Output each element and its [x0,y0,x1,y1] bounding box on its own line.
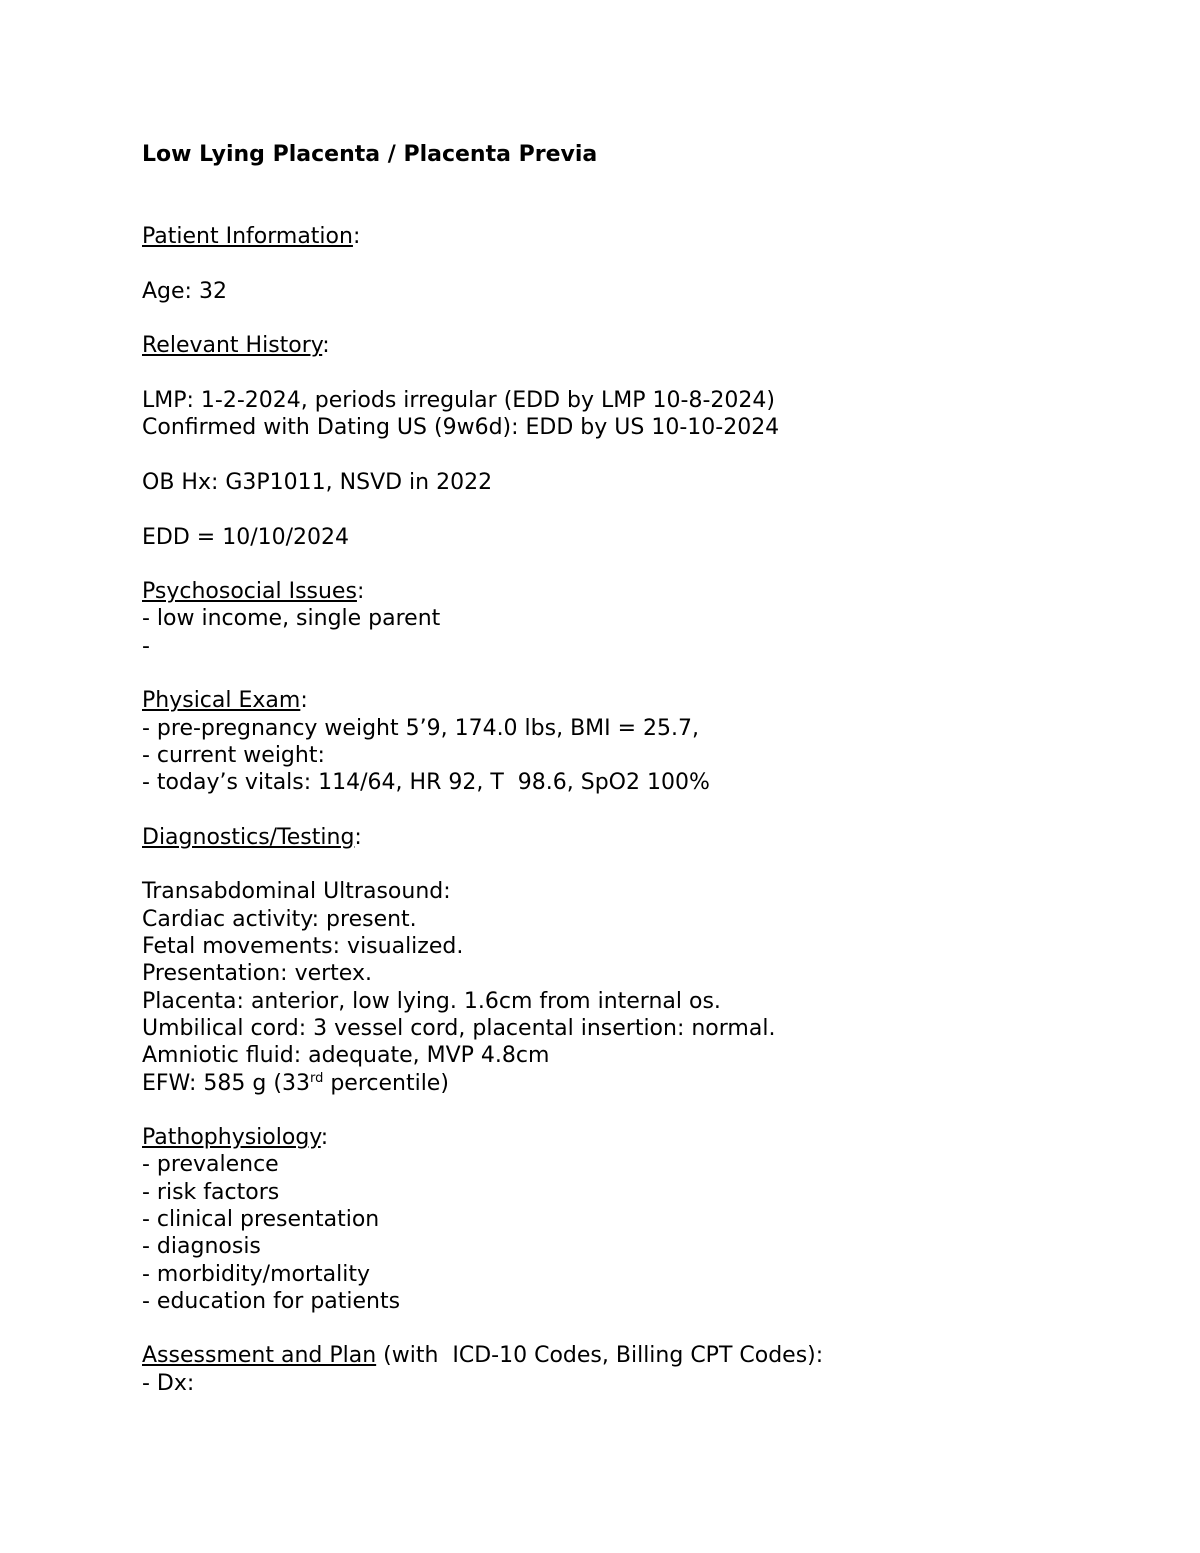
spacer [142,251,1142,278]
efw-suffix: percentile) [323,1070,449,1096]
efw-prefix: EFW: 585 g (33 [142,1070,310,1096]
spacer [142,797,1142,824]
spacer [142,551,1142,578]
heading-colon: : [352,224,361,250]
spacer [142,851,1142,878]
pathophysiology-heading [142,1124,1142,1151]
ultrasound-finding: Umbilical cord: 3 vessel cord, placental insertion: normal. [142,1015,776,1041]
pathophysiology-item: - education for patients [142,1288,401,1314]
patient-information-heading-text: Patient Information [142,224,353,250]
pathophysiology-item: - prevalence [142,1152,279,1178]
ob-history-line: OB Hx: G3P1011, NSVD in 2022 [142,469,493,495]
assessment-heading-text: Assessment and Plan [142,1343,377,1369]
ultrasound-finding: Placenta: anterior, low lying. 1.6cm from internal os. [142,988,721,1014]
physical-exam-item: - current weight: [142,742,325,768]
dating-us-line: Confirmed with Dating US (9w6d): EDD by US 10-10-2024 [142,415,780,441]
pathophysiology-item: - clinical presentation [142,1206,380,1232]
ultrasound-finding: Cardiac activity: present. [142,906,417,932]
pathophysiology-item: - diagnosis [142,1234,261,1260]
spacer [142,442,1142,469]
diagnostics-heading [142,824,1142,851]
spacer [142,660,1142,687]
ultrasound-title: Transabdominal Ultrasound: [142,879,451,905]
heading-colon: : [322,333,330,359]
spacer [142,360,1142,387]
heading-colon: : [354,824,362,850]
spacer [142,1315,1142,1342]
psychosocial-heading [142,578,1142,605]
pathophysiology-item: - risk factors [142,1179,280,1205]
psychosocial-item: - [142,633,150,659]
pathophysiology-item: - morbidity/mortality [142,1261,370,1287]
physical-exam-item: - pre-pregnancy weight 5’9, 174.0 lbs, BMI = 25.7, [142,715,700,741]
spacer [142,496,1142,523]
lmp-line: LMP: 1-2-2024, periods irregular (EDD by LMP 10-8-2024) [142,388,775,414]
document-title: Low Lying Placenta / Placenta Previa [142,142,598,167]
pathophysiology-heading-text: Pathophysiology [142,1125,321,1151]
heading-colon: : [300,688,308,714]
relevant-history-heading-text: Relevant History [142,333,323,359]
patient-information-heading [142,223,1142,250]
heading-colon: : [320,1125,329,1151]
psychosocial-item: - low income, single parent [142,606,441,632]
diagnostics-heading-text: Diagnostics/Testing [142,824,355,850]
physical-exam-heading [142,687,1142,714]
physical-exam-item: - today’s vitals: 114/64, HR 92, T 98.6, SpO2 100% [142,770,710,796]
heading-colon: : [356,579,365,605]
efw-ordinal: rd [309,1070,324,1086]
document-page [142,141,1142,1397]
assessment-item: - Dx: [142,1370,195,1396]
psychosocial-heading-text: Psychosocial Issues [142,579,357,605]
assessment-heading [142,1342,1142,1369]
assessment-heading-suffix: (with ICD-10 Codes, Billing CPT Codes): [376,1343,824,1369]
efw-line [142,1070,1142,1097]
physical-exam-heading-text: Physical Exam [142,688,301,714]
spacer [142,1097,1142,1124]
spacer [142,305,1142,332]
ultrasound-finding: Fetal movements: visualized. [142,934,464,960]
edd-line: EDD = 10/10/2024 [142,524,350,550]
ultrasound-finding: Amniotic fluid: adequate, MVP 4.8cm [142,1043,550,1069]
ultrasound-finding: Presentation: vertex. [142,961,372,987]
relevant-history-heading [142,332,1142,359]
patient-age: Age: 32 [142,278,227,304]
